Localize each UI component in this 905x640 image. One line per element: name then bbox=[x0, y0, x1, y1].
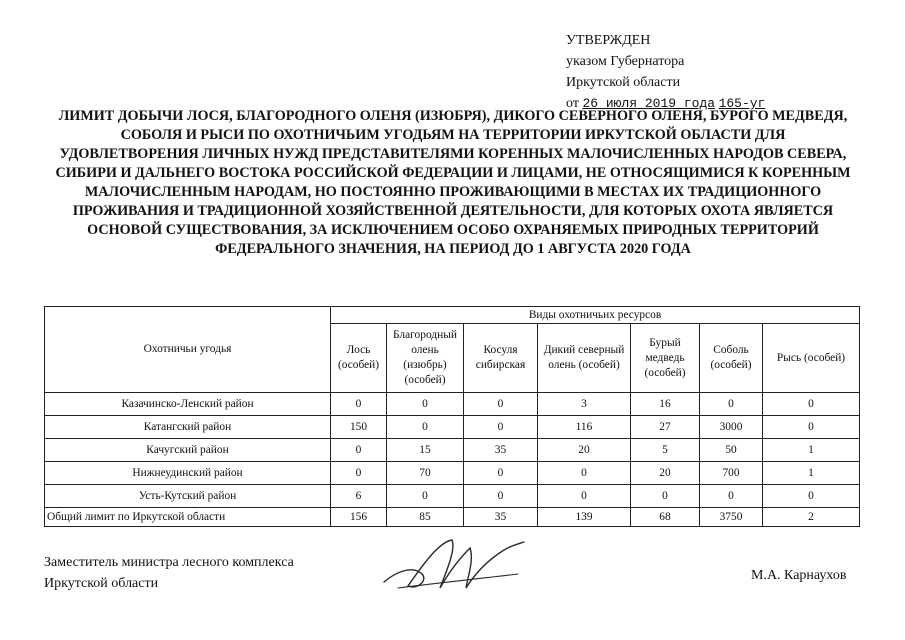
table-cell: 150 bbox=[331, 416, 387, 439]
column-header: Рысь (особей) bbox=[763, 324, 860, 393]
table-cell: 1 bbox=[763, 462, 860, 485]
approval-number: 165-уг bbox=[718, 96, 766, 111]
table-row-header: Охотничьи угодья bbox=[45, 307, 331, 393]
table-cell: 0 bbox=[464, 462, 538, 485]
total-cell: 35 bbox=[464, 508, 538, 527]
table-cell: 50 bbox=[700, 439, 763, 462]
table-cell: 27 bbox=[631, 416, 700, 439]
table-cell: 0 bbox=[763, 393, 860, 416]
approval-line-decree: указом Губернатора bbox=[566, 54, 685, 69]
column-header: Лось (особей) bbox=[331, 324, 387, 393]
table-cell: 0 bbox=[464, 416, 538, 439]
table-cell: 1 bbox=[763, 439, 860, 462]
district-name: Нижнеудинский район bbox=[45, 462, 331, 485]
total-label: Общий лимит по Иркутской области bbox=[45, 508, 331, 527]
table-cell: 35 bbox=[464, 439, 538, 462]
table-cell: 20 bbox=[538, 439, 631, 462]
table-cell: 5 bbox=[631, 439, 700, 462]
total-cell: 2 bbox=[763, 508, 860, 527]
table-cell: 0 bbox=[763, 485, 860, 508]
signer-position bbox=[44, 552, 294, 594]
total-cell: 156 bbox=[331, 508, 387, 527]
table-cell: 0 bbox=[331, 393, 387, 416]
column-header: Бурый медведь (особей) bbox=[631, 324, 700, 393]
table-cell: 0 bbox=[464, 485, 538, 508]
table-total-row bbox=[45, 508, 860, 527]
total-cell: 68 bbox=[631, 508, 700, 527]
table-cell: 6 bbox=[331, 485, 387, 508]
approval-title: УТВЕРЖДЕН bbox=[566, 33, 651, 48]
table-row bbox=[45, 439, 860, 462]
column-header: Дикий северный олень (особей) bbox=[538, 324, 631, 393]
table-cell: 0 bbox=[387, 416, 464, 439]
table-cell: 0 bbox=[387, 485, 464, 508]
district-name: Казачинско-Ленский район bbox=[45, 393, 331, 416]
table-cell: 0 bbox=[387, 393, 464, 416]
table-cell: 0 bbox=[763, 416, 860, 439]
district-name: Качугский район bbox=[45, 439, 331, 462]
signer-name: М.А. Карнаухов bbox=[751, 568, 847, 583]
district-name: Катангский район bbox=[45, 416, 331, 439]
column-header: Соболь (особей) bbox=[700, 324, 763, 393]
table-cell: 0 bbox=[700, 393, 763, 416]
table-cell: 0 bbox=[631, 485, 700, 508]
table-cell: 0 bbox=[331, 462, 387, 485]
district-name: Усть-Кутский район bbox=[45, 485, 331, 508]
table-cell: 700 bbox=[700, 462, 763, 485]
table-row bbox=[45, 462, 860, 485]
approval-line-region: Иркутской области bbox=[566, 75, 681, 90]
table-cell: 15 bbox=[387, 439, 464, 462]
table-group-header: Виды охотничьих ресурсов bbox=[331, 307, 860, 324]
table-cell: 3000 bbox=[700, 416, 763, 439]
table-row bbox=[45, 393, 860, 416]
column-header: Косуля сибирская bbox=[464, 324, 538, 393]
table-cell: 3 bbox=[538, 393, 631, 416]
total-cell: 3750 bbox=[700, 508, 763, 527]
table-cell: 0 bbox=[331, 439, 387, 462]
approval-date-prefix: от bbox=[566, 96, 579, 111]
column-header: Благородный олень (изюбрь) (особей) bbox=[387, 324, 464, 393]
table-cell: 0 bbox=[538, 485, 631, 508]
table-row bbox=[45, 416, 860, 439]
table-cell: 16 bbox=[631, 393, 700, 416]
handwritten-signature bbox=[378, 530, 538, 600]
table-cell: 20 bbox=[631, 462, 700, 485]
approval-block bbox=[566, 30, 765, 114]
table-cell: 70 bbox=[387, 462, 464, 485]
signer-position-line2: Иркутской области bbox=[44, 576, 159, 591]
table-cell: 0 bbox=[700, 485, 763, 508]
signer-position-line1: Заместитель министра лесного комплекса bbox=[44, 555, 294, 570]
limits-table bbox=[44, 306, 860, 527]
table-row bbox=[45, 485, 860, 508]
table-cell: 0 bbox=[464, 393, 538, 416]
total-cell: 139 bbox=[538, 508, 631, 527]
document-title: ЛИМИТ ДОБЫЧИ ЛОСЯ, БЛАГОРОДНОГО ОЛЕНЯ (ИЗЮБРЯ), ДИКОГО СЕВЕРНОГО ОЛЕНЯ, БУРОГО МЕДВЕДЯ, СОБОЛЯ И РЫСИ ПО ОХОТНИЧЬИМ УГОДЬЯМ НА ТЕРРИТОРИИ ИРКУТСКОЙ ОБЛАСТИ ДЛЯ УДОВЛЕТВОРЕНИЯ ЛИЧНЫХ НУЖД ПРЕДСТАВИТЕЛЯМИ КОРЕННЫХ МАЛОЧИСЛЕННЫХ НАРОДОВ СЕВЕРА, СИБИРИ И ДАЛЬНЕГО ВОСТОКА РОССИЙСКОЙ ФЕДЕРАЦИИ И ЛИЦАМИ, НЕ ОТНОСЯЩИМИСЯ К КОРЕННЫМ МАЛОЧИСЛЕННЫМ НАРОДАМ, НО ПОСТОЯННО ПРОЖИВАЮЩИМИ В МЕСТАХ ИХ ТРАДИЦИОННОГО ПРОЖИВАНИЯ И ТРАДИЦИОННОЙ ХОЗЯЙСТВЕННОЙ ДЕЯТЕЛЬНОСТИ, ДЛЯ КОТОРЫХ ОХОТА ЯВЛЯЕТСЯ ОСНОВОЙ СУЩЕСТВОВАНИЯ, ЗА ИСКЛЮЧЕНИЕМ ОСОБО ОХРАНЯЕМЫХ ПРИРОДНЫХ ТЕРРИТОРИЙ ФЕДЕРАЛЬНОГО ЗНАЧЕНИЯ, НА ПЕРИОД ДО 1 АВГУСТА 2020 ГОДА bbox=[55, 108, 851, 257]
table-cell: 0 bbox=[538, 462, 631, 485]
total-cell: 85 bbox=[387, 508, 464, 527]
table-cell: 116 bbox=[538, 416, 631, 439]
approval-date-value: 26 июля 2019 года bbox=[582, 96, 716, 111]
